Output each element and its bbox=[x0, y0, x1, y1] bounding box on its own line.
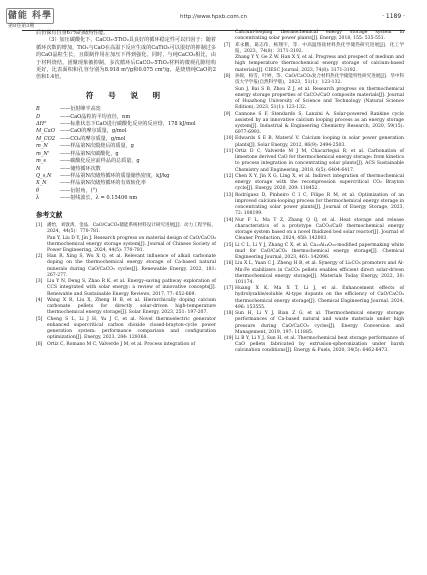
reference-text: Rodríguez D, Pinheiro C I C, Filipe R M, et al. Optimization of an improved calcium-looping process for thermochemical energy storage in concentrating solar power plants[J]. Journal of Energy Storage, 2023, 72: 108199. bbox=[235, 192, 404, 217]
symbol-name: m_N bbox=[36, 143, 48, 150]
symbol-name: m_N' bbox=[36, 150, 50, 157]
reference-text: Edwards S E B, Materić V. Calcium looping in solar power generation plants[J]. Solar Energy, 2012, 86(9): 2494-2503. bbox=[235, 136, 404, 148]
left-column bbox=[36, 30, 216, 348]
reference-text: Huang X K, Ma X T, Li J, et al. Enhancement effects of hydrolyzable/soluble Al-type dopants on the efficiency of CaO/CaCO₃ thermochemical energy storage[J]. Chemical Engineering Journal, 2024, 496: 153555. bbox=[235, 286, 404, 310]
issue-label: 第8卷第3期 bbox=[8, 23, 35, 29]
reference-item bbox=[224, 30, 404, 42]
symbol-definition: ——CaO的摩尔质量，g/mol bbox=[60, 128, 127, 135]
reference-number: [5] bbox=[36, 316, 43, 322]
symbol-definition: ——储热循环次数 bbox=[60, 165, 101, 172]
symbol-name: m_s bbox=[36, 158, 46, 165]
symbol-row bbox=[36, 158, 216, 165]
right-column bbox=[224, 30, 404, 355]
symbol-definition: ——样品第N次储热循环的有效转化率 bbox=[60, 180, 146, 187]
symbol-table bbox=[36, 106, 216, 202]
references-title: 参考文献 bbox=[36, 210, 63, 219]
reference-number: [14] bbox=[224, 217, 234, 223]
symbol-definition: ——衍射峰半高宽 bbox=[60, 106, 101, 113]
reference-list-left bbox=[36, 223, 216, 348]
reference-number: [9] bbox=[224, 111, 231, 117]
reference-number: [7] bbox=[224, 42, 231, 48]
reference-text: Calcium-looping thermochemical energy storage system in concentrating solar power plants[J]. Energy, 2018, 155: 535-551. bbox=[235, 30, 404, 42]
symbol-definition: ——样品第N次储热循环的质量储热密度，kJ/kg bbox=[60, 172, 170, 179]
symbol-name: N bbox=[36, 165, 41, 172]
reference-text: Liu Y N, Deng S, Zhao R K, et al. Energy-saving pathway exploration of CCS integrated with solar energy: a review of innovative concepts[J]. Renewable and Sustainable Energy Reviews, 2017, 77: 652-669. bbox=[47, 279, 216, 297]
reference-number: [4] bbox=[36, 298, 43, 303]
reference-item bbox=[224, 311, 404, 336]
reference-item bbox=[224, 112, 404, 137]
symbol-row bbox=[36, 180, 216, 187]
journal-url[interactable]: http://www.hpxb.com.cn bbox=[179, 14, 248, 20]
reference-text: 孙锐，柏雪，叶婷，等．CaO/CaCO₃复合材料热化学储能特性研究进展[J]．华中科技大学学报(自然科学版)，2023，51(1)：123-132. bbox=[235, 73, 404, 86]
reference-item bbox=[224, 243, 404, 261]
symbol-row bbox=[36, 188, 216, 195]
reference-list-right bbox=[224, 30, 404, 355]
reference-text: Sun J, Bai S B, Zhou Z J, et al. Research progress on thermochemical energy storage properties of CaCO₃/CaO composite materials[J]. Journal of Huazhong University of Science and Technology (Natural Science Edition), 2023, 51(1): 123-132. bbox=[235, 86, 404, 111]
symbol-definition: ——样品第N次碳酸化，g bbox=[60, 150, 119, 157]
reference-item bbox=[224, 87, 404, 112]
reference-text: Han R, Xing S, Wu X Q, et al. Relevant influence of alkali carbonate doping on the thermochemical energy storage of Ca-based natural minerals during CaO/CaCO₃ cycles[J]. Renewable Energy, 2022, 181: 267-277. bbox=[47, 254, 216, 278]
reference-item bbox=[224, 55, 404, 73]
symbol-row bbox=[36, 195, 216, 202]
reference-number: [3] bbox=[36, 279, 43, 285]
reference-item bbox=[36, 254, 216, 279]
reference-item bbox=[224, 193, 404, 218]
reference-number: [19] bbox=[224, 336, 234, 342]
symbol-row bbox=[36, 166, 216, 173]
symbol-definition: ——CO₂的摩尔质量，g/mol bbox=[60, 135, 126, 142]
symbol-row bbox=[36, 128, 216, 135]
reference-number: [2] bbox=[36, 254, 43, 260]
symbol-row bbox=[36, 106, 216, 113]
reference-text: Chen X Y, Jin X G, Ling X, et al. Indirect integration of thermochemical energy storage with the recompression supercritical CO₂ Brayton cycle[J]. Energy, 2020, 209: 118452. bbox=[235, 173, 404, 192]
reference-text: Ortiz C, Romano M C, Valverde J M, et al. Process integration of bbox=[47, 341, 196, 347]
reference-item bbox=[36, 317, 216, 342]
symbol-definition: ——标准状态下CaO进行碳酸化反应的反应焓，178 kJ/mol bbox=[60, 121, 196, 128]
symbol-row bbox=[36, 151, 216, 158]
reference-text: Nur F L, Ma T Z, Zhang Q Q, et al. Heat storage and release characteristics of a prototype CaCO₃/CaO thermochemical energy storage system based on a novel fluidized bed solar reactor[J]. Journal of Cleaner Production, 2024, 458: 142003. bbox=[235, 217, 404, 242]
reference-number: [1] bbox=[36, 222, 43, 228]
symbol-definition: ——衍射角，(°) bbox=[60, 187, 98, 194]
reference-text: Liu X L, Yuan C J, Zheng H B, et al. Synergy of Li₂CO₃ promoters and Al-Mn-Fe stabilizers in CaCO₃ pellets enables efficient direct solar-driven thermochemical energy storage[J]. Materials Today Energy, 2022, 30: 101174. bbox=[235, 261, 404, 285]
symbol-name: M_CaO bbox=[36, 128, 55, 135]
symbol-name: D bbox=[36, 113, 41, 120]
journal-seal: 儲能 科學 bbox=[6, 8, 54, 24]
page-header bbox=[0, 6, 427, 28]
reference-item bbox=[36, 236, 216, 254]
reference-text: Sun H, Li Y J, Bian Z G, et al. Thermochemical energy storage performances of Ca-based natural and waste materials under high pressure during CaO/CaCO₃ cycles[J]. Energy Conversion and Management, 2019, 197: 111885. bbox=[235, 311, 404, 335]
intro-paragraph-1: 后仍保有自身67%的储热性能。 bbox=[36, 30, 109, 36]
symbol-name: θ bbox=[36, 187, 40, 194]
reference-text: Cannone S F, Stendardo S, Lanzini A. Solar-powered Rankine cycle assisted by an innovative calcium looping process as an energy storage system[J]. Industrial & Engineering Chemistry Research, 2020, 59(15): 6977-6993. bbox=[235, 111, 404, 135]
reference-number: [8] bbox=[224, 73, 231, 79]
reference-item bbox=[224, 286, 404, 311]
reference-number: [11] bbox=[224, 149, 234, 155]
reference-text: Li B Y, Li Y J, Sun H, et al. Thermochemical heat storage performance of CaO pellets fabricated by extrusion-spheronization under harsh calcination conditions[J]. Energy & Fuels, 2020, 34(5): 6462-6473. bbox=[235, 336, 404, 354]
reference-item bbox=[224, 218, 404, 243]
reference-text: Cheng S L, Li J H, Yu J C, et al. Novel thermoelectric generator enhanced supercritical carbon dioxide closed-brayton-cycle power generation system: performance comparison and configuration optimization[J]. Energy, 2023, 284: 129368. bbox=[47, 316, 216, 341]
reference-item bbox=[36, 279, 216, 297]
symbol-name: ΔHᶿ bbox=[36, 121, 47, 128]
reference-item bbox=[224, 261, 404, 286]
reference-text: Wang X R, Liu X, Zheng H B, et al. Hierarchically doping calcium carbonate pellets for directly solar-driven high-temperature thermochemical energy storage[J]. Solar Energy, 2023, 251: 197-207. bbox=[47, 298, 216, 316]
symbol-definition: ——射线波长，λ = 0.15406 nm bbox=[60, 195, 138, 202]
reference-item bbox=[224, 43, 404, 55]
symbol-name: X_N bbox=[36, 180, 47, 187]
reference-number: [16] bbox=[224, 261, 234, 267]
reference-text: 邓永鹏，葛志伟，杨翔宇，等．中高温熔盐材料热化学储热研究进展[J]．化工学报，2023，74(8)：3171-3192. bbox=[235, 42, 404, 54]
symbols-title: 符 号 说 明 bbox=[85, 90, 167, 100]
reference-item bbox=[224, 136, 404, 148]
reference-item bbox=[36, 298, 216, 316]
reference-number: [13] bbox=[224, 192, 234, 198]
symbol-name: M_CO2 bbox=[36, 135, 56, 142]
symbol-definition: ——样品第N次煅烧后的质量，g bbox=[60, 143, 134, 150]
reference-item bbox=[224, 174, 404, 192]
reference-number: [15] bbox=[224, 242, 234, 248]
symbol-name: B bbox=[36, 106, 40, 113]
intro-paragraph-2: （3）加压碳酸化下，CaCO₃-5TiO₂具良好的循环稳定性可以归因于：随着循环次数的增加，TiO₂与CaO在高温下反应生成的CaTiO₃可以很好的抑制过多的CaO晶粒生长，且限制作用在加压下得到强化。同时，与纯CaCO₃相比，由于材料烧结，团聚现象被抑制，多次循环后CaCO₃-5TiO₂材料的微观孔隙结构更好，比表面积和孔容分别为8.918 m²/g和0.075 cm³/g，是烧烧纯CaO的2倍和1.4倍。 bbox=[36, 37, 216, 81]
reference-item bbox=[224, 74, 404, 86]
reference-item bbox=[224, 149, 404, 174]
reference-item bbox=[36, 223, 216, 235]
reference-number: [10] bbox=[224, 136, 234, 142]
symbol-name: λ bbox=[36, 195, 40, 202]
symbol-row bbox=[36, 143, 216, 150]
reference-text: Li C L, Li Y J, Zhang C X, et al. Ca₁₂Al₁₄O₃₃-modified papermaking white mud for CaO/CaCO₃ thermochemical energy storage[J]. Chemical Engineering Journal, 2023, 461: 142096. bbox=[235, 242, 404, 260]
reference-item bbox=[224, 336, 404, 354]
symbol-definition: ——碳酸化反应前样品的总质量，g bbox=[60, 158, 140, 165]
reference-number: [18] bbox=[224, 311, 234, 317]
reference-text: 潘怡，刘敦禹，金晶．CaO/CaCO₃储能系统材料设计研究进展[J]．动力工程学报，2024，44(5)：770-781. bbox=[47, 222, 216, 235]
reference-number: [12] bbox=[224, 173, 234, 179]
reference-text: Zhang Y Y, Ge Z W, Han X Y, et al. Progress and prospect of medium and high temperature thermochemical energy storage of calcium-based materials[J]. CIESC Journal, 2023, 74(8): 3171-3192. bbox=[235, 55, 404, 73]
symbol-row bbox=[36, 114, 216, 121]
reference-number: [6] bbox=[36, 341, 43, 347]
reference-item bbox=[36, 342, 216, 348]
page-number: · 1189 · bbox=[382, 13, 405, 20]
reference-text: Pan Y, Liu D Y, Jin J. Research progress on material design of CaO/CaCO₃ thermochemical energy storage system[J]. Journal of Chinese Society of Power Engineering, 2024, 44(5): 770-781. bbox=[47, 235, 216, 253]
reference-number: [17] bbox=[224, 286, 234, 292]
symbol-name: Q_s,N bbox=[36, 172, 52, 179]
reference-text: Ortiz D C, Valverde M J M, Chacartegui R, et al. Carbonation of limestone derived CaO for thermochemical energy storage: from kinetics to process integration in concentrating solar plants[J]. ACS Sustainable Chemistry and Engineering, 2018, 6(5): 6404-6417. bbox=[235, 149, 404, 173]
symbol-definition: ——CaO晶粒的平均直径，nm bbox=[60, 113, 131, 120]
